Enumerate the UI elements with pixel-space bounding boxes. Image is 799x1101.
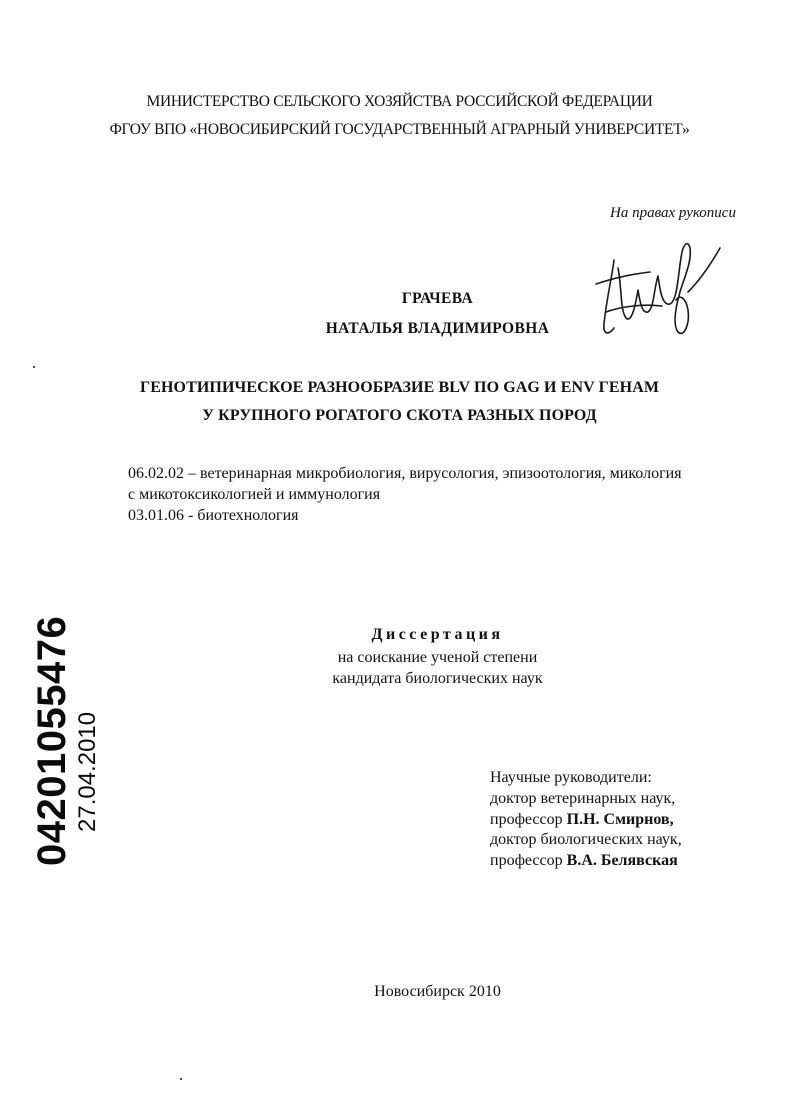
ministry-name: МИНИСТЕРСТВО СЕЛЬСКОГО ХОЗЯЙСТВА РОССИЙСКОЙ ФЕДЕРАЦИИ	[146, 93, 653, 110]
dissertation-heading: Диссертация	[371, 626, 504, 643]
library-stamp-number: 04201055476	[30, 615, 74, 866]
supervisor-1-line	[490, 810, 674, 830]
thesis-title-line-2: У КРУПНОГО РОГАТОГО СКОТА РАЗНЫХ ПОРОД	[202, 407, 597, 424]
specialty-line-1: 06.02.02 – ветеринарная микробиология, вирусология, эпизоотология, микология	[128, 465, 682, 482]
supervisor-2-line	[490, 851, 678, 871]
supervisor-1-name: П.Н. Смирнов,	[566, 811, 674, 828]
thesis-title-line-1: ГЕНОТИПИЧЕСКОЕ РАЗНООБРАЗИЕ BLV ПО GAG И ENV ГЕНАМ	[139, 379, 660, 396]
degree-line-1: на соискание ученой степени	[337, 649, 538, 666]
supervisor-2-degree: доктор биологических наук,	[490, 831, 682, 848]
author-given-names: НАТАЛЬЯ ВЛАДИМИРОВНА	[325, 320, 550, 337]
degree-line-2: кандидата биологических наук	[332, 670, 543, 687]
supervisor-1-degree: доктор ветеринарных наук,	[490, 790, 676, 807]
supervisors-heading: Научные руководители:	[490, 769, 652, 786]
specialty-line-3: 03.01.06 - биотехнология	[128, 507, 299, 524]
supervisor-2-title: профессор	[490, 852, 563, 869]
author-surname: ГРАЧЕВА	[401, 290, 474, 307]
city-year: Новосибирск 2010	[374, 983, 501, 1000]
scan-speck	[180, 1078, 182, 1080]
university-name: ФГОУ ВПО «НОВОСИБИРСКИЙ ГОСУДАРСТВЕННЫЙ АГРАРНЫЙ УНИВЕРСИТЕТ»	[109, 121, 690, 138]
supervisor-1-title: профессор	[490, 811, 563, 828]
manuscript-note: На правах рукописи	[610, 205, 736, 221]
specialty-line-2: с микотоксикологией и иммунология	[128, 486, 381, 503]
supervisor-2-name: В.А. Белявская	[566, 852, 678, 869]
library-stamp-date: 27.04.2010	[74, 711, 101, 832]
scan-speck	[33, 366, 35, 368]
